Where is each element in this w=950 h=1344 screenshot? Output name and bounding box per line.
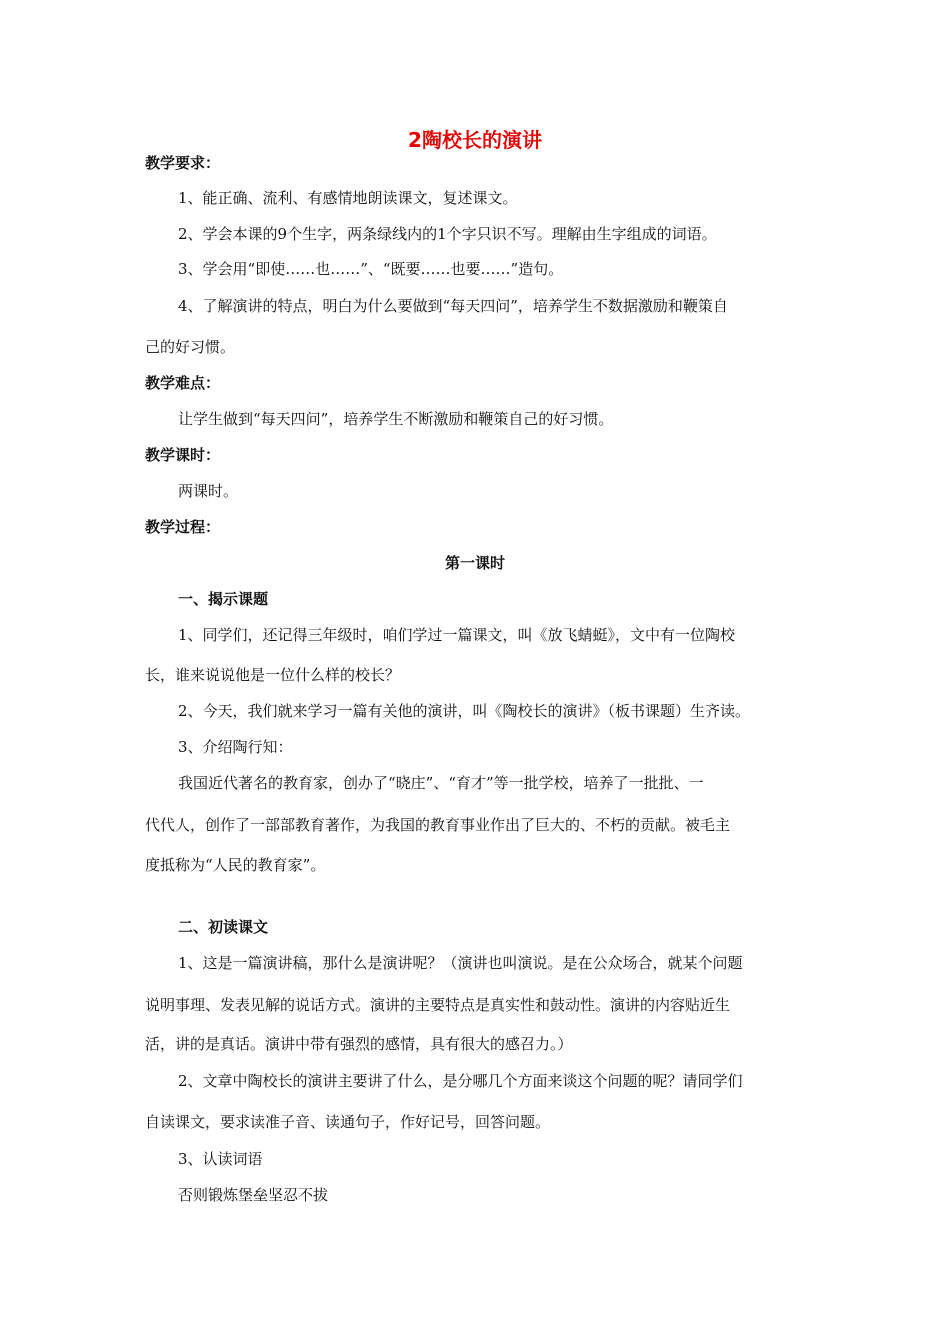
requirements-heading: 教学要求：	[145, 154, 221, 172]
difficulty-text: 让学生做到“每天四问”，培养学生不断激励和鞭策自己的好习惯。	[178, 410, 614, 428]
part2-line: 自读课文，要求读准子音、读通句子，作好记号，回答问题。	[145, 1113, 551, 1131]
part2-line: 2、文章中陶校长的演讲主要讲了什么，是分哪几个方面来谈这个问题的呢？请同学们	[178, 1072, 743, 1090]
part1-line: 代代人，创作了一部部教育著作，为我国的教育事业作出了巨大的、不朽的贡献。被毛主	[145, 816, 731, 834]
part2-line: 否则锻炼堡垒坚忍不拔	[178, 1186, 329, 1204]
lesson-title: 第一课时	[444, 554, 505, 572]
part1-line: 长，谁来说说他是一位什么样的校长？	[145, 666, 401, 684]
difficulty-heading: 教学难点：	[145, 374, 221, 392]
part2-line: 说明事理、发表见解的说话方式。演讲的主要特点是真实性和鼓动性。演讲的内容贴近生	[145, 996, 731, 1014]
hours-text: 两课时。	[178, 482, 239, 500]
part1-line: 1、同学们，还记得三年级时，咱们学过一篇课文，叫《放飞蜻蜓》，文中有一位陶校	[178, 626, 736, 644]
page-title: 2陶校长的演讲	[408, 128, 542, 152]
part2-line: 3、认读词语	[178, 1150, 263, 1168]
requirement-item-3: 3、学会用“即使……也……”、“既要……也要……”造句。	[178, 260, 564, 278]
hours-heading: 教学课时：	[145, 446, 221, 464]
part1-line: 度抵称为“人民的教育家”。	[145, 856, 326, 874]
part1-line: 2、今天，我们就来学习一篇有关他的演讲，叫《陶校长的演讲》（板书课题）生齐读。	[178, 702, 751, 720]
part2-line: 1、这是一篇演讲稿，那什么是演讲呢？（演讲也叫演说。是在公众场合，就某个问题	[178, 954, 743, 972]
part2-heading: 二、初读课文	[178, 918, 269, 936]
part1-line: 3、介绍陶行知：	[178, 738, 293, 756]
requirement-item-1: 1、能正确、流利、有感情地朗读课文，复述课文。	[178, 189, 518, 207]
requirement-item-4: 4、了解演讲的特点，明白为什么要做到“每天四问”，培养学生不数据激励和鞭策自	[178, 297, 728, 315]
requirement-item-4-cont: 己的好习惯。	[145, 338, 236, 356]
process-heading: 教学过程：	[145, 518, 221, 536]
requirement-item-2: 2、学会本课的9个生字，两条绿线内的1个字只识不写。理解由生字组成的词语。	[178, 225, 717, 243]
part1-heading: 一、揭示课题	[178, 590, 269, 608]
part2-line: 活，讲的是真话。演讲中带有强烈的感情，具有很大的感召力。）	[145, 1035, 573, 1053]
part1-line: 我国近代著名的教育家，创办了“晓庄”、“育才”等一批学校，培养了一批批、一	[178, 774, 704, 792]
